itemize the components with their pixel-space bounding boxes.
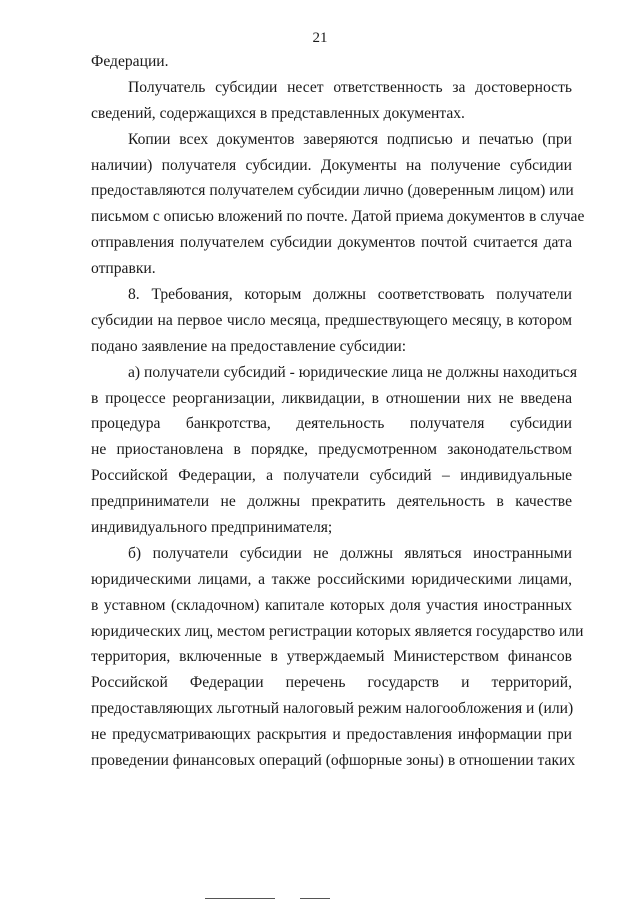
text-line: предоставляются получателем субсидии лично (доверенным лицом) или: [91, 182, 574, 200]
text-line: индивидуального предпринимателя;: [91, 519, 333, 537]
text-line: Российской Федерации перечень государств и территорий,: [91, 674, 572, 692]
text-line: юридическими лицами, а также российскими юридическими лицами,: [91, 570, 572, 588]
scan-artifact: [300, 898, 330, 899]
page-number: 21: [312, 30, 328, 46]
text-line: Получатель субсидии несет ответственность за достоверность: [128, 78, 572, 96]
text-line: Российской Федерации, а получатели субсидий – индивидуальные: [91, 467, 572, 485]
text-line: б) получатели субсидии не должны являться иностранными: [128, 544, 572, 562]
text-line: процедура банкротства, деятельность получателя субсидии: [91, 415, 572, 433]
text-line: предприниматели не должны прекратить деятельность в качестве: [91, 493, 572, 511]
text-line: Копии всех документов заверяются подписью и печатью (при: [128, 130, 572, 148]
text-line: субсидии на первое число месяца, предшествующего месяцу, в котором: [91, 311, 572, 329]
text-line: юридических лиц, местом регистрации которых является государство или: [91, 622, 584, 640]
text-line: не предусматривающих раскрытия и предоставления информации при: [91, 726, 572, 744]
text-line: письмом с описью вложений по почте. Датой приема документов в случае: [91, 208, 585, 226]
text-line: Федерации.: [91, 53, 169, 70]
text-line: отправки.: [91, 260, 156, 278]
text-line: наличии) получателя субсидии. Документы на получение субсидии: [91, 156, 572, 174]
text-line: в уставном (складочном) капитале которых доля участия иностранных: [91, 596, 572, 614]
text-line: проведении финансовых операций (офшорные зоны) в отношении таких: [91, 752, 576, 770]
text-line: в процессе реорганизации, ликвидации, в отношении них не введена: [91, 389, 572, 407]
text-line: предоставляющих льготный налоговый режим налогообложения и (или): [91, 700, 574, 718]
scan-artifact: [205, 898, 275, 899]
text-line: 8. Требования, которым должны соответствовать получатели: [128, 286, 572, 304]
text-line: территория, включенные в утверждаемый Министерством финансов: [91, 648, 572, 666]
text-line: отправления получателем субсидии документов почтой считается дата: [91, 234, 572, 252]
text-line: не приостановлена в порядке, предусмотренном законодательством: [91, 441, 572, 459]
document-body: [91, 52, 585, 777]
text-line: сведений, содержащихся в представленных документах.: [91, 104, 465, 122]
text-line: подано заявление на предоставление субсидии:: [91, 337, 407, 355]
text-line: а) получатели субсидий - юридические лица не должны находиться: [128, 363, 578, 381]
